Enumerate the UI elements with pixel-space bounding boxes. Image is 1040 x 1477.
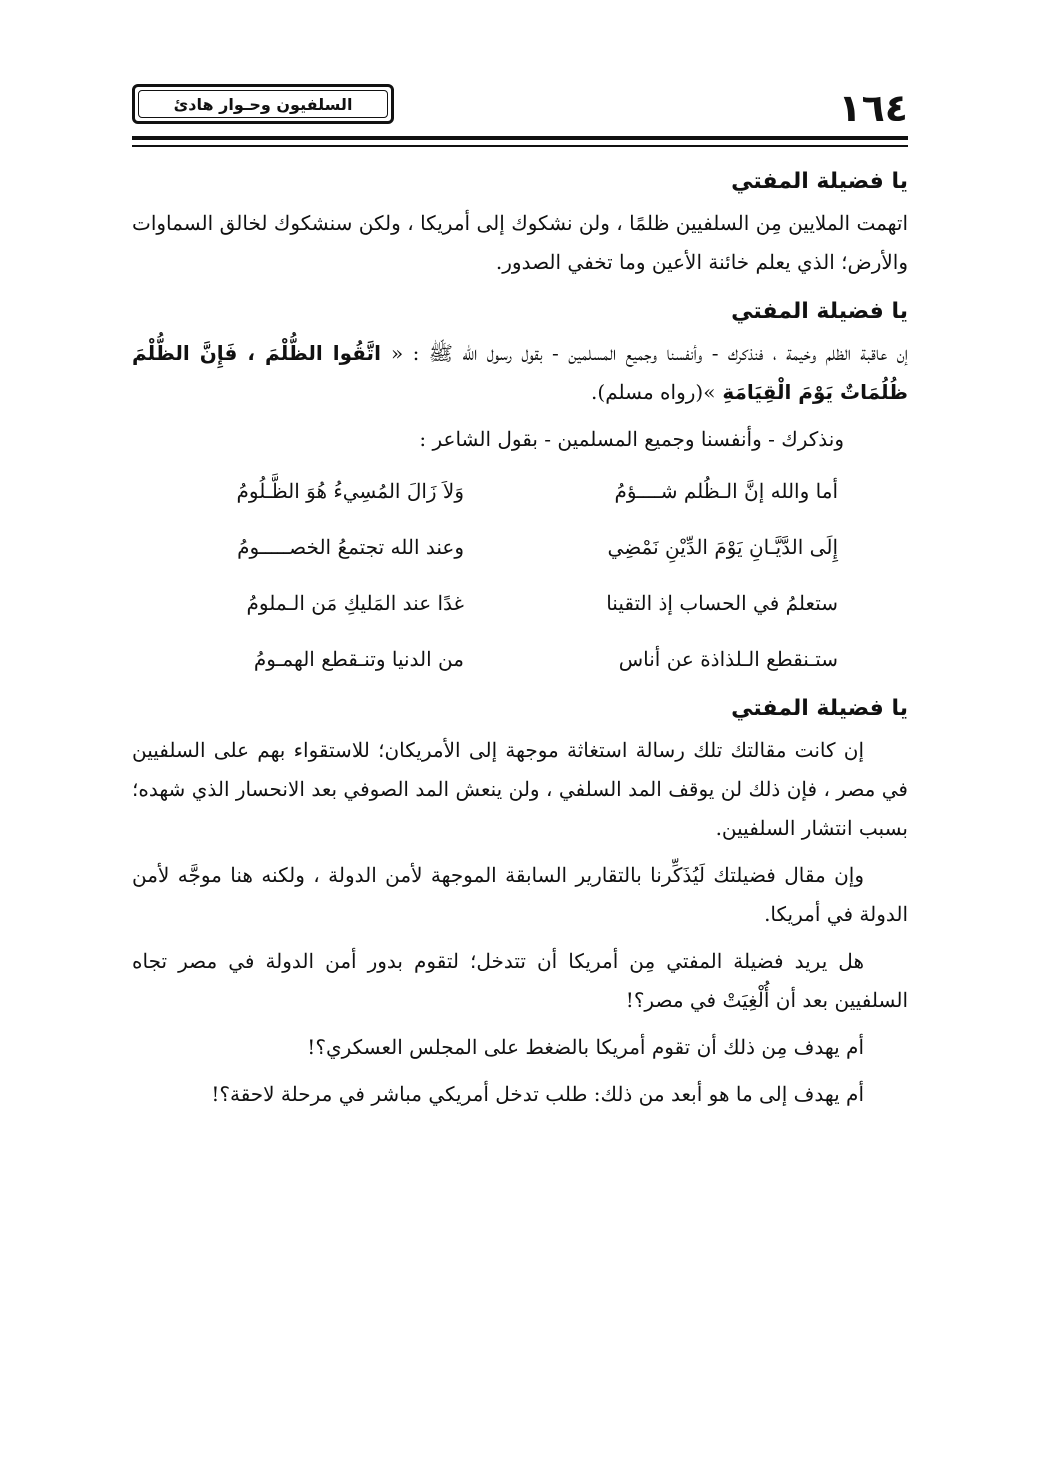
hadith-intro: إن عاقبة الظلم وخيمة ، فنذكرك - وأنفسنا وجميع المسلمين - بقول رسول الله ﷺ : « xyxy=(390,341,908,365)
hadith-paragraph xyxy=(132,334,908,412)
poem-hemistich-first: ستـنقطع الـلذاذة عن أناس xyxy=(618,647,838,671)
hadith-text: اتَّقُوا الظُّلْمَ ، فَإِنَّ الظُّلْمَ ظُلُمَاتٌ يَوْمَ الْقِيَامَةِ xyxy=(132,341,908,404)
poem-intro: ونذكرك - وأنفسنا وجميع المسلمين - بقول الشاعر : xyxy=(419,427,844,451)
paragraph: أم يهدف مِن ذلك أن تقوم أمريكا بالضغط على المجلس العسكري؟! xyxy=(307,1035,864,1059)
paragraph: إن كانت مقالتك تلك رسالة استغاثة موجهة إلى الأمريكان؛ للاستقواء بهم على السلفيين في مصر ، فإن ذلك لن يوقف المد السلفي ، ولن ينعش المد الصوفي بعد الانحسار الذي شهده؛ بسبب انتشار السلفيين. xyxy=(132,738,908,840)
header-rule-thin xyxy=(132,145,908,147)
paragraph: اتهمت الملايين مِن السلفيين ظلمًا ، ولن نشكوك إلى أمريكا ، ولكن سنشكوك لخالق السماوات والأرض؛ الذي يعلم خائنة الأعين وما تخفي الصدور. xyxy=(132,211,908,274)
section-heading: يا فضيلة المفتي xyxy=(731,169,908,194)
poem-verse xyxy=(132,463,908,519)
poem-hemistich-first: إِلَى الدَّيَّـانِ يَوْمَ الدِّيْنِ نَمْضِي xyxy=(607,535,838,559)
section-heading: يا فضيلة المفتي xyxy=(731,299,908,324)
poem-hemistich-second: غدًا عند المَليكِ مَن الـملومُ xyxy=(246,591,464,615)
book-title-box xyxy=(132,84,394,124)
poem-hemistich-first: أما والله إنَّ الـظُلم شــــؤمُ xyxy=(614,479,838,503)
page-body xyxy=(132,160,908,1122)
poem-hemistich-second: من الدنيا وتنـقطع الهمـومُ xyxy=(253,647,464,671)
page-number: ١٦٤ xyxy=(838,86,908,130)
header-rule-thick xyxy=(132,136,908,140)
poem-hemistich-second: وعند الله تجتمعُ الخصـــــومُ xyxy=(237,535,464,559)
book-title: السلفيون وحـوار هادئ xyxy=(138,90,388,118)
poem-verse xyxy=(132,519,908,575)
poem-hemistich-first: ستعلمُ في الحساب إذ التقينا xyxy=(606,591,838,615)
hadith-source: »(رواه مسلم). xyxy=(591,380,716,404)
poem xyxy=(132,463,908,687)
paragraph: وإن مقال فضيلتك لَيُذَكِّرنا بالتقارير السابقة الموجهة لأمن الدولة ، ولكنه هنا موجَّه لأمن الدولة في أمريكا. xyxy=(132,863,908,926)
paragraph: هل يريد فضيلة المفتي مِن أمريكا أن تتدخل؛ لتقوم بدور أمن الدولة في مصر تجاه السلفيين بعد أن أُلْغِيَتْ في مصر؟! xyxy=(132,949,908,1012)
poem-hemistich-second: وَلاَ زَالَ المُسِيءُ هُوَ الظَّـلُومُ xyxy=(236,479,464,503)
poem-verse xyxy=(132,631,908,687)
section-heading: يا فضيلة المفتي xyxy=(731,696,908,721)
paragraph: أم يهدف إلى ما هو أبعد من ذلك: طلب تدخل أمريكي مباشر في مرحلة لاحقة؟! xyxy=(211,1082,864,1106)
poem-verse xyxy=(132,575,908,631)
